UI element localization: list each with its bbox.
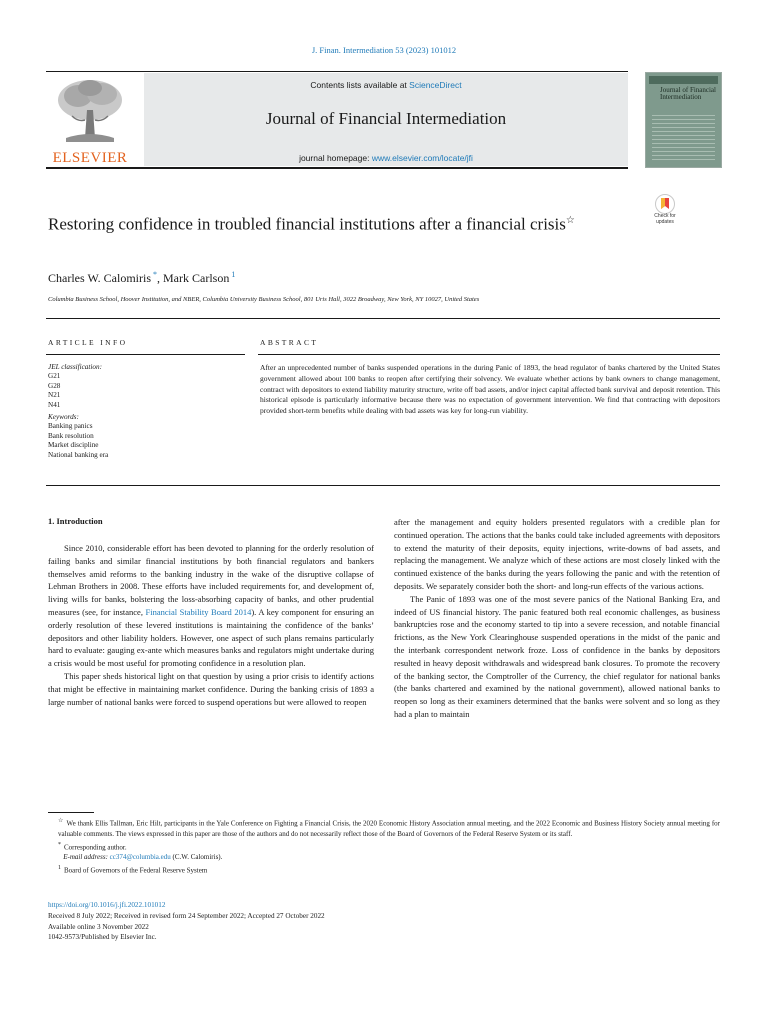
article-info-rule: [46, 354, 245, 355]
jel-code: N41: [48, 400, 61, 409]
footnote-acknowledgement: [48, 816, 720, 840]
journal-title: Journal of Financial Intermediation: [265, 109, 507, 128]
keyword: Banking panics: [48, 422, 93, 431]
footnote-affiliation: [48, 863, 720, 876]
masthead-band: [144, 73, 628, 166]
keyword: National banking era: [48, 450, 109, 459]
doi-link[interactable]: https://doi.org/10.1016/j.jfi.2022.101012: [48, 901, 166, 909]
article-title: [48, 210, 608, 236]
journal-reference[interactable]: J. Finan. Intermediation 53 (2023) 101012: [311, 45, 457, 55]
issn-line: 1042-9573/Published by Elsevier Inc.: [48, 933, 157, 942]
elsevier-tree-icon: [54, 76, 126, 146]
email-label: E-mail address:: [63, 853, 108, 862]
contents-line: [144, 80, 628, 90]
contents-prefix: Contents lists available at: [310, 80, 410, 90]
jel-code: N21: [48, 391, 61, 400]
jel-code: G21: [48, 372, 61, 381]
journal-cover-thumbnail[interactable]: [645, 72, 722, 168]
footnote-text: Board of Governors of the Federal Reserve System: [64, 866, 208, 875]
article-info-list: [48, 363, 244, 460]
check-updates-icon: [655, 194, 675, 214]
footnote-rule: [48, 812, 94, 813]
footnote-email: [48, 852, 720, 863]
footnote-text: Corresponding author.: [64, 842, 127, 851]
keyword: Market discipline: [48, 441, 99, 450]
keywords-label: Keywords:: [48, 413, 79, 422]
author-1[interactable]: Charles W. Calomiris: [48, 271, 151, 285]
homepage-prefix: journal homepage:: [299, 153, 372, 163]
masthead-top-rule: [46, 71, 628, 72]
email-link[interactable]: cc374@columbia.edu: [109, 853, 171, 862]
check-updates-label: Check for updates: [654, 213, 676, 225]
cover-title: Journal of Financial Intermediation: [660, 86, 716, 101]
paragraph: This paper sheds historical light on that question by using a prior crisis to identify actions that might be effective in maintaining market confidence. During the banking crisis of 1893 a large number of national banks were forced to suspend operations but were allowed to reopen: [48, 670, 374, 707]
article-info-heading: ARTICLE INFO: [48, 338, 128, 347]
citation-link[interactable]: Financial Stability Board 2014: [145, 606, 252, 617]
footnote-mark: *: [58, 841, 61, 848]
keyword: Bank resolution: [48, 431, 94, 440]
footnote-mark: 1: [58, 865, 61, 872]
section-heading-introduction: 1. Introduction: [48, 516, 103, 526]
available-online: Available online 3 November 2022: [48, 922, 149, 931]
footnote-mark: ☆: [58, 818, 64, 824]
footnote-text: We thank Ellis Tallman, Eric Hilt, participants in the Yale Conference on Fighting a Financial Crisis, the 2020 Economic History Association annual meeting, and the 2022 Economic and Business History Society annual meeting for valuable comments. The views expressed in this paper are those of the authors and do not necessarily reflect those of the Board of Governors of the Federal Reserve System or its staff.: [58, 819, 720, 838]
title-footnote-mark[interactable]: ☆: [565, 215, 575, 226]
paragraph: The Panic of 1893 was one of the most severe panics of the National Banking Era, and indeed of US financial history. The panic featured both real economic challenges, as business bankruptcies rose and the economy started to tip into a severe recession, and notable financial frictions, as the New York Clearinghouse suspended operations in the midst of the panic and the interbank correspondent network froze. Loss of confidence in the banks by depositors resulted in heavy deposit withdrawals and widespread bank closures. To promote the recovery of the banking sector, the Comptroller of the Currency, the chief regulator for national banks (the banks chartered and examined by the national government), allowed national banks to reopen so long as their examiners determined that the banks were solvent and so long as they had a plan to maintain: [394, 593, 720, 719]
body-column-left: [48, 542, 374, 708]
masthead-bottom-rule: [46, 167, 628, 169]
publication-info: [48, 900, 720, 943]
received-dates: Received 8 July 2022; Received in revised form 24 September 2022; Accepted 27 October 2022: [48, 911, 325, 920]
jel-label: JEL classification:: [48, 363, 102, 371]
paragraph: after the management and equity holders presented regulators with a credible plan for continued operation. The actions that the banks could take included agreements with depositors to extend the maturity of their deposits, equity injections, write-downs of bad assets, and replacing the management. We analyze which of these actions are most closely linked with the continued existence of the banks during the years following the panic and with the retention of deposits. We separately consider both the short- and long-run effects of the various actions.: [394, 517, 720, 591]
paragraph-text: ). A key component for ensuring an orderly resolution of these levered institutions is maintaining the confidence of the banks’ depositors and other liability holders. However, one aspect of such plans remains particularly hard to evaluate: gauging ex-ante which measures banks and regulators might undertake during a crisis would be most useful for promoting confidence in a resolution plan.: [48, 606, 375, 669]
paragraph-text: Since 2010, considerable effort has been devoted to planning for the orderly resolution of failing banks and similar financial institutions by both financial regulators and bankers themselves amid reforms to the banking industry in the wake of the disruptive collapse of Lehman Brothers in 2008. These efforts have included requirements for, and development of, living wills for banks, bolstering the loss-absorbing capacity of banks, and other prudential measures (see, for instance,: [48, 543, 374, 617]
abstract-heading: ABSTRACT: [260, 338, 319, 347]
article-title-text: Restoring confidence in troubled financial institutions after a financial crisis: [48, 214, 566, 234]
abstract-text: After an unprecedented number of banks suspended operations in the during Panic of 1893, the head regulator of banks chartered by the United States government allowed about 100 banks to reopen after certifying their solvency. We evaluate whether actions by bank owners to change management, contract with depositors to extend liability maturity structure, write off bad assets, and/or inject capital affected bank survival and deposit retention. This historical episode is particularly informative because there was no expectation of government intervention. We find that contracting with depositors provided short-term benefits while dealing with bad assets was key for long-run viability.: [260, 363, 720, 416]
cover-header-bar: [649, 76, 718, 84]
author-separator: ,: [157, 271, 163, 285]
header-divider: [46, 318, 720, 319]
abstract-divider: [46, 485, 720, 486]
sciencedirect-link[interactable]: ScienceDirect: [409, 80, 462, 90]
paragraph: [48, 542, 374, 670]
footnotes: [48, 816, 720, 876]
check-for-updates-button[interactable]: [649, 194, 681, 230]
author-1-mark[interactable]: *: [153, 270, 157, 279]
journal-homepage-link[interactable]: www.elsevier.com/locate/jfi: [371, 153, 473, 163]
abstract-rule: [258, 354, 720, 355]
body-column-right: [394, 516, 720, 721]
elsevier-wordmark: ELSEVIER: [52, 150, 128, 166]
author-2[interactable]: Mark Carlson: [163, 271, 230, 285]
jel-code: G28: [48, 381, 61, 390]
footnote-corresponding: [48, 840, 720, 853]
author-2-mark[interactable]: 1: [231, 270, 236, 279]
affiliation: Columbia Business School, Hoover Institution, and NBER, Columbia University Business School, 801 Uris Hall, 3022 Broadway, New York, NY 10027, United States: [48, 296, 480, 303]
elsevier-logo[interactable]: [46, 76, 134, 166]
homepage-line: [144, 153, 628, 163]
email-owner: (C.W. Calomiris).: [170, 853, 223, 862]
cover-text-lines: [652, 115, 715, 161]
author-line: [48, 270, 235, 286]
